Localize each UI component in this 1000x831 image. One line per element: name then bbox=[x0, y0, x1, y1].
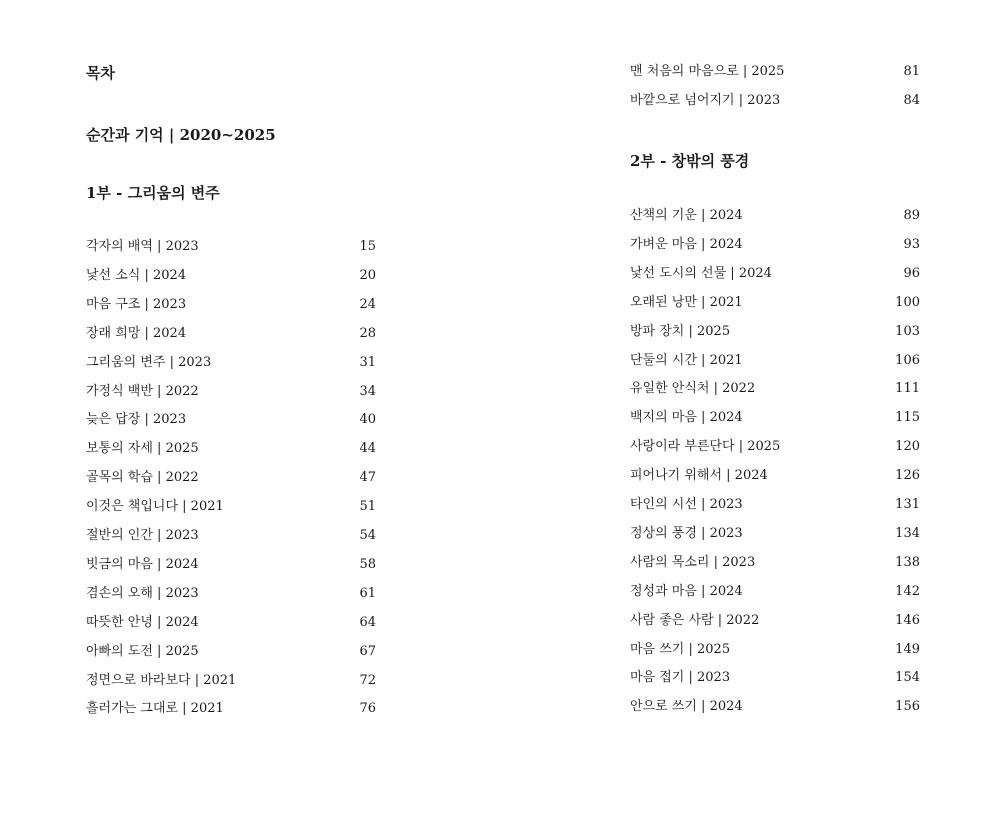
entry-page-number: 44 bbox=[359, 441, 376, 457]
toc-entry bbox=[630, 668, 920, 688]
toc-title: 목차 bbox=[86, 64, 115, 82]
toc-entry bbox=[86, 526, 376, 546]
toc-entry bbox=[630, 640, 920, 660]
entry-page-number: 34 bbox=[359, 383, 376, 399]
toc-entry bbox=[86, 699, 376, 719]
entry-title: 피어나기 위해서 | 2024 bbox=[630, 468, 768, 484]
entry-title: 오래된 낭만 | 2021 bbox=[630, 294, 743, 310]
entry-page-number: 134 bbox=[895, 525, 920, 541]
entry-page-number: 76 bbox=[359, 701, 376, 717]
book-title: 순간과 기억 | 2020~2025 bbox=[86, 126, 276, 144]
toc-entry bbox=[630, 264, 920, 284]
entry-page-number: 142 bbox=[895, 583, 920, 599]
toc-entry bbox=[86, 353, 376, 373]
toc-entry bbox=[630, 408, 920, 428]
entry-page-number: 115 bbox=[895, 410, 920, 426]
entry-page-number: 47 bbox=[359, 470, 376, 486]
entry-page-number: 24 bbox=[359, 296, 376, 312]
entry-title: 늦은 답장 | 2023 bbox=[86, 412, 187, 428]
toc-entry bbox=[630, 351, 920, 371]
toc-entry bbox=[86, 237, 376, 257]
toc-entry bbox=[86, 324, 376, 344]
entry-page-number: 100 bbox=[895, 294, 920, 310]
entry-title: 정성과 마음 | 2024 bbox=[630, 583, 743, 599]
entry-page-number: 31 bbox=[359, 354, 376, 370]
entry-title: 그리움의 변주 | 2023 bbox=[86, 354, 212, 370]
entry-title: 보통의 자세 | 2025 bbox=[86, 441, 199, 457]
toc-entry bbox=[86, 613, 376, 633]
entry-page-number: 156 bbox=[895, 699, 920, 715]
toc-entry bbox=[630, 495, 920, 515]
entry-page-number: 96 bbox=[903, 265, 920, 281]
entry-page-number: 106 bbox=[895, 352, 920, 368]
toc-entry bbox=[630, 235, 920, 255]
entry-page-number: 93 bbox=[903, 236, 920, 252]
entry-page-number: 61 bbox=[359, 585, 376, 601]
entry-title: 사람 좋은 사람 | 2022 bbox=[630, 612, 760, 628]
toc-entry bbox=[630, 582, 920, 602]
entry-page-number: 146 bbox=[895, 612, 920, 628]
toc-entry bbox=[630, 293, 920, 313]
entry-page-number: 84 bbox=[903, 93, 920, 108]
toc-entry bbox=[86, 497, 376, 517]
entry-title: 사람의 목소리 | 2023 bbox=[630, 554, 756, 570]
entry-title: 정상의 풍경 | 2023 bbox=[630, 525, 743, 541]
entry-title: 산책의 기운 | 2024 bbox=[630, 208, 743, 223]
toc-entry bbox=[86, 382, 376, 402]
toc-entry bbox=[86, 468, 376, 488]
toc-entry bbox=[630, 379, 920, 399]
entry-title: 가벼운 마음 | 2024 bbox=[630, 236, 743, 252]
entry-page-number: 149 bbox=[895, 641, 920, 657]
entry-page-number: 15 bbox=[359, 239, 376, 254]
toc-entry bbox=[630, 697, 920, 717]
entry-page-number: 154 bbox=[895, 670, 920, 686]
entry-title: 따뜻한 안녕 | 2024 bbox=[86, 614, 199, 630]
toc-entry bbox=[86, 671, 376, 691]
entry-title: 맨 처음의 마음으로 | 2025 bbox=[630, 64, 785, 79]
entry-page-number: 81 bbox=[903, 64, 920, 79]
entry-page-number: 103 bbox=[895, 323, 920, 339]
entry-title: 사랑이라 부른단다 | 2025 bbox=[630, 439, 781, 455]
entry-title: 정면으로 바라보다 | 2021 bbox=[86, 672, 237, 688]
entry-title: 각자의 배역 | 2023 bbox=[86, 239, 199, 254]
entry-page-number: 58 bbox=[359, 556, 376, 572]
toc-entry bbox=[86, 410, 376, 430]
entry-page-number: 67 bbox=[359, 643, 376, 659]
entry-title: 낯선 도시의 선물 | 2024 bbox=[630, 265, 772, 281]
entry-title: 장래 희망 | 2024 bbox=[86, 325, 187, 341]
entry-title: 백지의 마음 | 2024 bbox=[630, 410, 743, 426]
toc-entry bbox=[86, 584, 376, 604]
entry-title: 안으로 쓰기 | 2024 bbox=[630, 699, 743, 715]
entry-title: 마음 구조 | 2023 bbox=[86, 296, 187, 312]
toc-entry bbox=[630, 437, 920, 457]
toc-entry bbox=[86, 555, 376, 575]
toc-entry bbox=[630, 611, 920, 631]
entry-title: 흘러가는 그대로 | 2021 bbox=[86, 701, 224, 717]
entry-page-number: 126 bbox=[895, 468, 920, 484]
entry-page-number: 72 bbox=[359, 672, 376, 688]
toc-entry bbox=[86, 295, 376, 315]
entry-title: 바깥으로 넘어지기 | 2023 bbox=[630, 93, 781, 108]
entry-page-number: 120 bbox=[895, 439, 920, 455]
toc-entry bbox=[630, 466, 920, 486]
entry-page-number: 20 bbox=[359, 267, 376, 283]
entry-title: 골목의 학습 | 2022 bbox=[86, 470, 199, 486]
entry-page-number: 40 bbox=[359, 412, 376, 428]
toc-entry bbox=[630, 62, 920, 82]
entry-page-number: 131 bbox=[895, 497, 920, 512]
entry-title: 이것은 책입니다 | 2021 bbox=[86, 499, 224, 515]
entry-page-number: 54 bbox=[359, 528, 376, 543]
toc-entry bbox=[630, 524, 920, 544]
toc-entry bbox=[630, 553, 920, 573]
entry-title: 빗금의 마음 | 2024 bbox=[86, 556, 199, 572]
entry-title: 단둘의 시간 | 2021 bbox=[630, 352, 743, 368]
entry-page-number: 138 bbox=[895, 554, 920, 570]
entry-title: 유일한 안식처 | 2022 bbox=[630, 381, 756, 397]
entry-page-number: 111 bbox=[895, 381, 920, 397]
entry-title: 아빠의 도전 | 2025 bbox=[86, 643, 199, 659]
entry-title: 가정식 백반 | 2022 bbox=[86, 383, 199, 399]
entry-page-number: 51 bbox=[359, 499, 376, 515]
entry-page-number: 64 bbox=[359, 614, 376, 630]
toc-entry bbox=[86, 642, 376, 662]
entry-title: 마음 쓰기 | 2025 bbox=[630, 641, 731, 657]
toc-entry bbox=[86, 439, 376, 459]
entry-title: 방파 장치 | 2025 bbox=[630, 323, 731, 339]
entry-page-number: 28 bbox=[359, 325, 376, 341]
part1-title: 1부 - 그리움의 변주 bbox=[86, 184, 220, 202]
entry-title: 겸손의 오해 | 2023 bbox=[86, 585, 199, 601]
entry-title: 타인의 시선 | 2023 bbox=[630, 497, 743, 512]
part2-title: 2부 - 창밖의 풍경 bbox=[630, 152, 750, 170]
toc-entry bbox=[630, 91, 920, 111]
entry-title: 마음 접기 | 2023 bbox=[630, 670, 731, 686]
toc-entry bbox=[630, 206, 920, 226]
toc-entry bbox=[630, 322, 920, 342]
toc-entry bbox=[86, 266, 376, 286]
entry-title: 절반의 인간 | 2023 bbox=[86, 528, 199, 543]
entry-title: 낯선 소식 | 2024 bbox=[86, 267, 187, 283]
entry-page-number: 89 bbox=[903, 208, 920, 223]
